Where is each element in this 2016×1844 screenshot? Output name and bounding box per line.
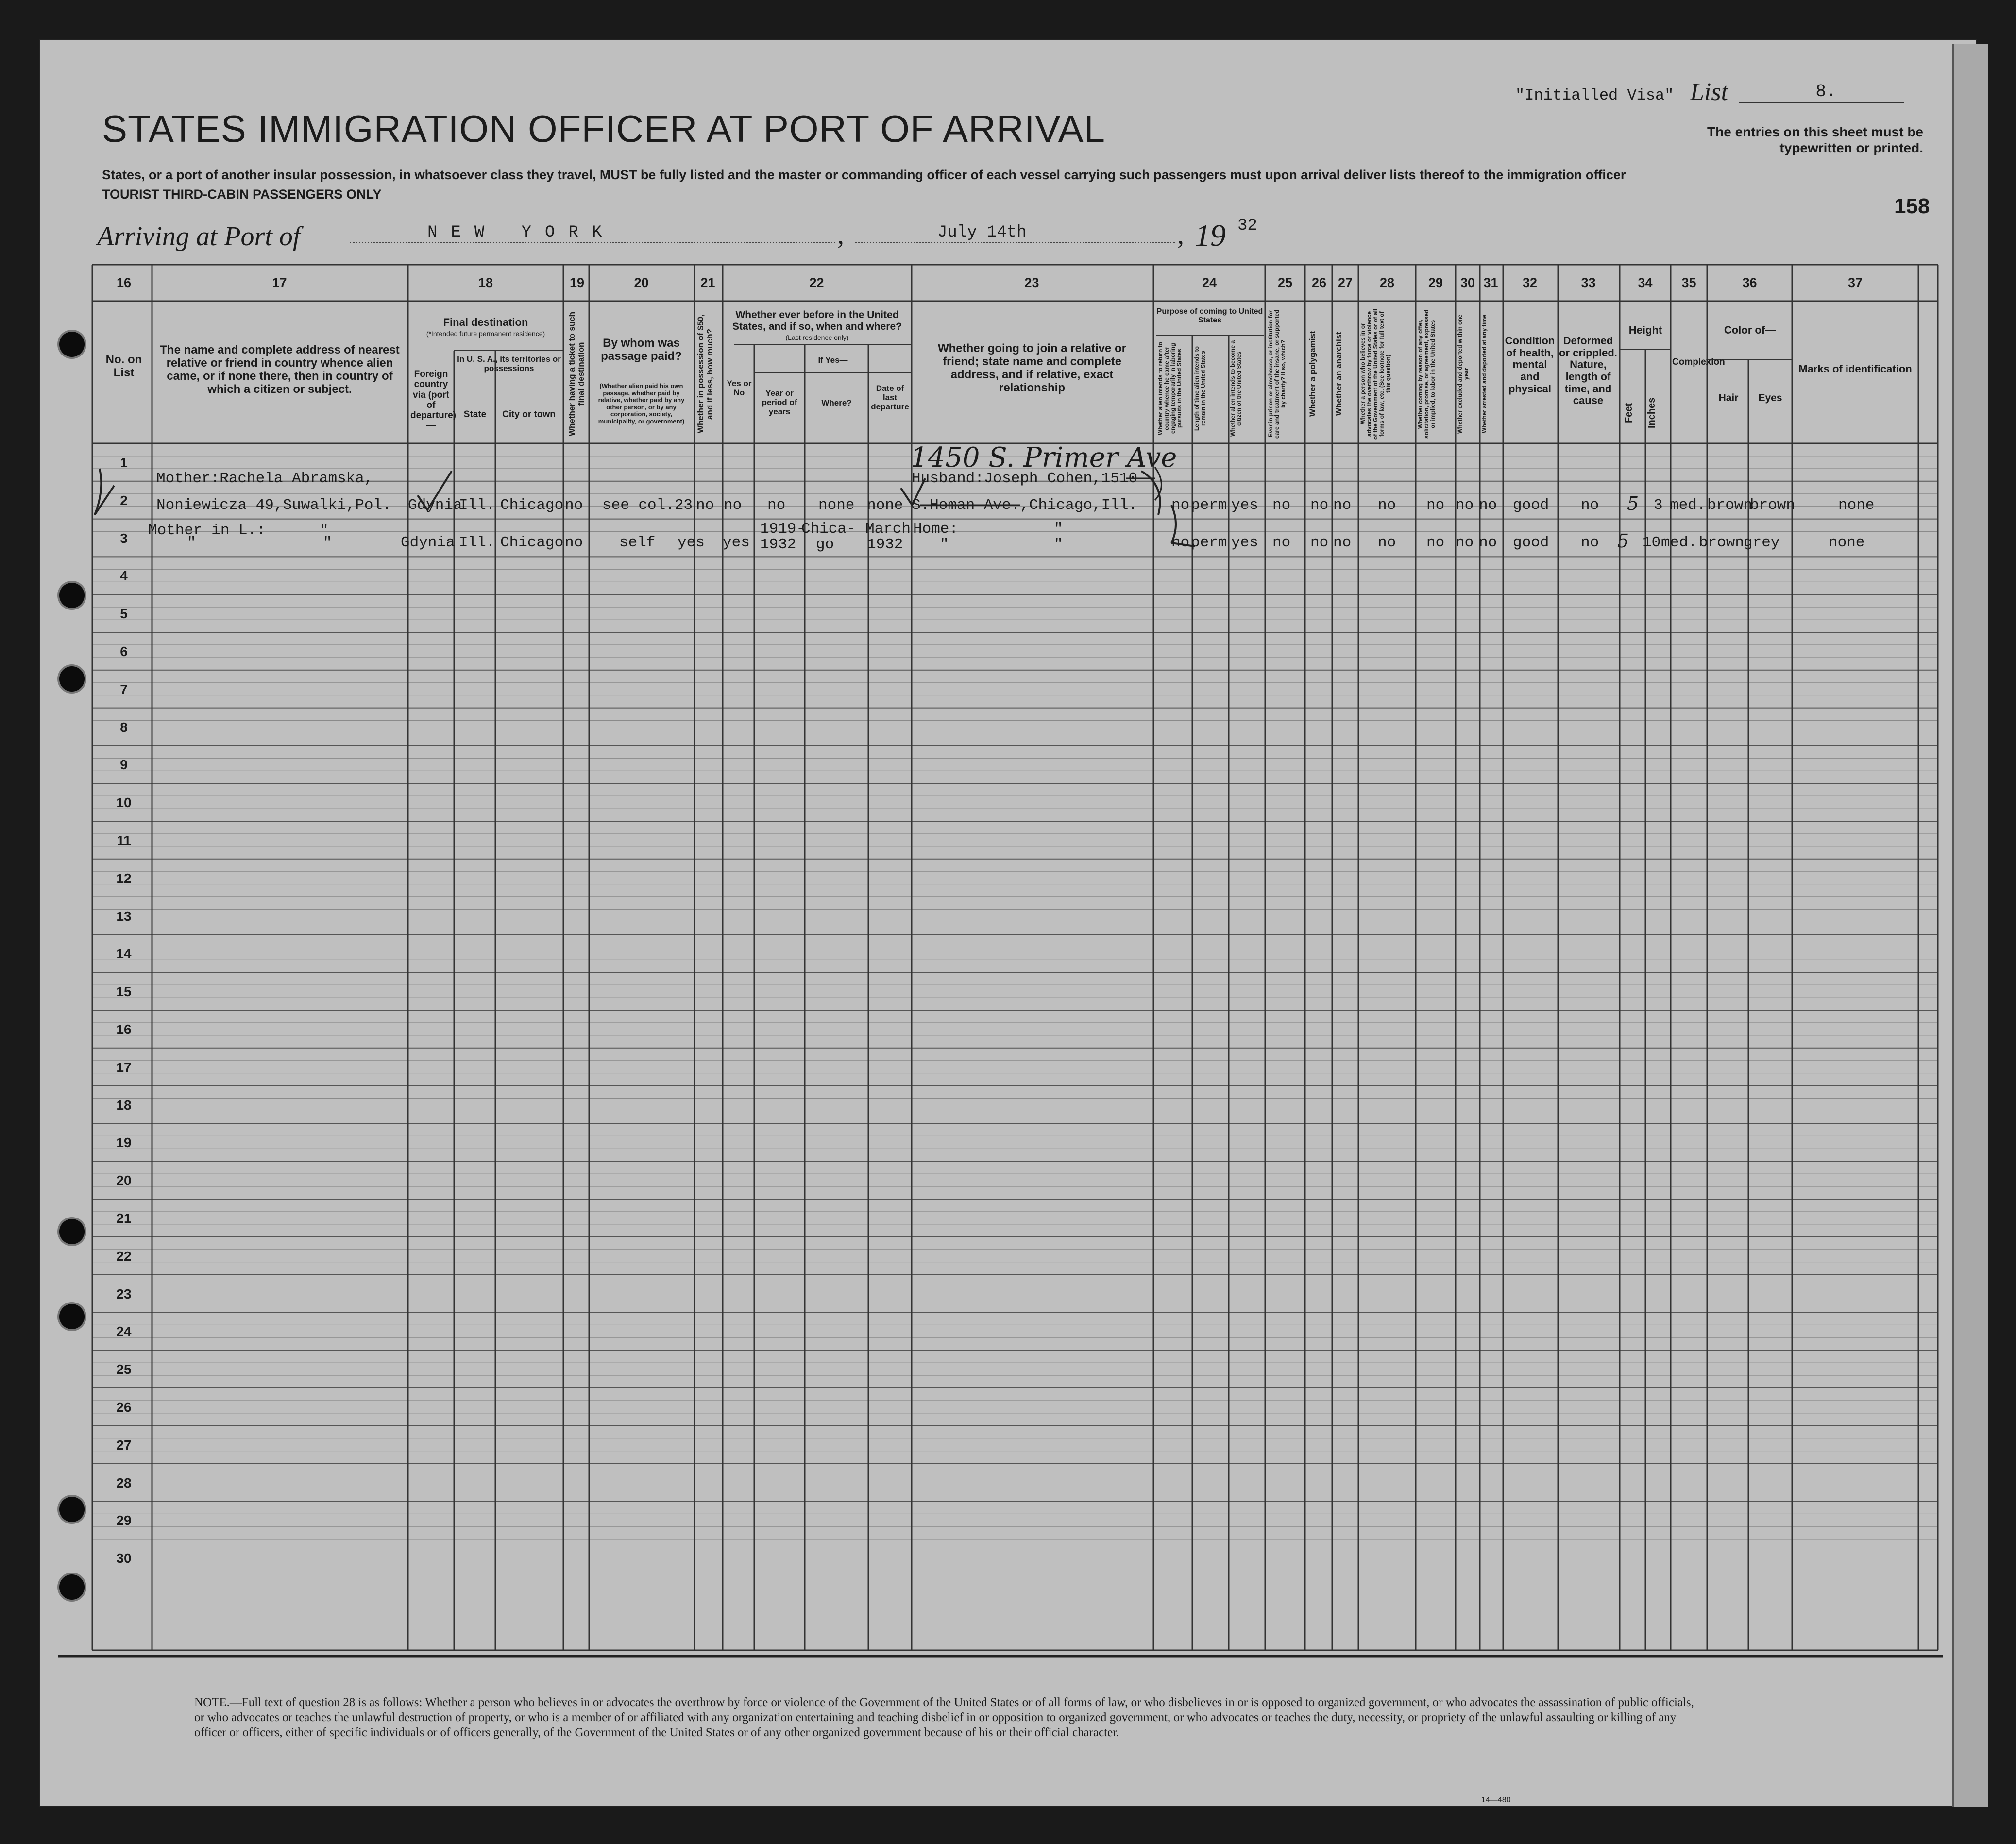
column-number: 32 xyxy=(1522,275,1538,290)
row-number: 12 xyxy=(116,870,132,886)
row1-deformed: no xyxy=(1581,497,1599,514)
row2-purpose-citizen: yes xyxy=(1231,534,1258,551)
page-number: 158 xyxy=(1894,194,1930,218)
header-excluded: Whether excluded and deported within one year xyxy=(1457,314,1470,434)
row1-foreign-port: Gdynia xyxy=(408,497,462,514)
row2-hair: brown xyxy=(1699,534,1745,551)
header-fifty-dollars: Whether in possession of $50, and if less, how much? xyxy=(696,314,714,434)
row2-complexion: med. xyxy=(1661,534,1697,551)
column-number: 29 xyxy=(1428,275,1443,290)
header-marks: Marks of identification xyxy=(1798,363,1912,375)
column-number: 33 xyxy=(1581,275,1596,290)
header-nearest-relative: The name and complete address of nearest relative or friend in country whence alien came, or if none there, then in country of which a citizen or subject. xyxy=(160,343,400,396)
row2-join-ditto: " xyxy=(1054,521,1063,538)
header-yes-no: Yes or No xyxy=(727,379,752,398)
row2-departure-line2: 1932 xyxy=(867,536,903,553)
row2-relative-ditto-b: " xyxy=(323,534,332,551)
row2-where-line2: go xyxy=(816,536,834,553)
row1-paid-by: see col.23 xyxy=(602,497,693,514)
column-number: 36 xyxy=(1742,275,1757,290)
row1-anarchist: no xyxy=(1333,497,1352,514)
visa-note: "Initialled Visa" xyxy=(1515,86,1674,104)
header-purpose-return: Whether alien intends to return to country whence he came after engaging temporarily in laboring pursuits in the United States xyxy=(1157,342,1183,436)
row-number: 16 xyxy=(116,1022,132,1037)
row1-hair: brown xyxy=(1707,497,1753,514)
header-height: Height xyxy=(1628,324,1662,336)
column-number: 34 xyxy=(1638,275,1653,290)
header-purpose-length: Length of time alien intends to remain in the United States xyxy=(1193,346,1206,431)
header-color: Color of— xyxy=(1724,324,1776,336)
row-number: 20 xyxy=(116,1173,132,1188)
column-number: 37 xyxy=(1847,275,1863,290)
row-number: 15 xyxy=(116,984,132,999)
header-ever-before: Whether ever before in the United States, and if so, when and where? xyxy=(732,309,902,332)
column-number: 25 xyxy=(1277,275,1293,290)
header-overthrow: Whether a person who believes in or advocates the overthrow by force or violence of the Government of the United States or of all forms of law, etc. (See footnote for full text of this question) xyxy=(1359,308,1391,440)
row1-complexion: med. xyxy=(1670,497,1706,514)
row-number: 6 xyxy=(120,644,128,659)
header-passage-paid: By whom was passage paid? xyxy=(601,337,682,363)
row2-city: Chicago xyxy=(500,534,564,551)
row2-year-line2: 1932 xyxy=(760,536,796,553)
column-number: 20 xyxy=(634,275,649,290)
header-final-destination-note: (*Intended future permanent residence) xyxy=(426,330,545,338)
row1-relative-line1: Mother:Rachela Abramska, xyxy=(156,470,373,487)
header-passage-paid-note: (Whether alien paid his own passage, whether paid by relative, whether paid by any other person, or by any corporation, society, municipality, or government) xyxy=(598,382,685,425)
row-number: 29 xyxy=(116,1513,132,1528)
row1-year: no xyxy=(767,497,786,514)
header-final-destination: Final destination xyxy=(443,316,528,328)
row1-inches: 3 xyxy=(1654,497,1663,514)
header-anarchist: Whether an anarchist xyxy=(1334,332,1343,416)
row1-join-line2: S.Homan Ave.,Chicago,Ill. xyxy=(912,497,1138,514)
row-number: 11 xyxy=(117,833,131,848)
row-number: 10 xyxy=(116,795,132,811)
header-inches: Inches xyxy=(1646,397,1657,428)
row2-anarchist: no xyxy=(1333,534,1352,551)
header-in-usa: In U. S. A., its territories or possessions xyxy=(457,355,561,373)
row2-polygamist: no xyxy=(1310,534,1329,551)
header-complexion: Complexion xyxy=(1672,357,1725,367)
row2-relative-ditto: " xyxy=(320,522,329,539)
column-number: 18 xyxy=(478,275,493,290)
row2-ever-before: yes xyxy=(723,534,750,551)
row2-prison: no xyxy=(1272,534,1291,551)
row2-deformed: no xyxy=(1581,534,1599,551)
year-prefix: 19 xyxy=(1195,218,1226,253)
row2-eyes: grey xyxy=(1744,534,1780,551)
column-number: 35 xyxy=(1681,275,1696,290)
row1-polygamist: no xyxy=(1310,497,1329,514)
header-deformed: Deformed or crippled. Nature, length of time, and cause xyxy=(1559,335,1617,407)
header-prison: Ever in prison or almshouse, or institution for care and treatment of the insane, or supported by charity? If so, which? xyxy=(1267,309,1287,439)
row1-relative-line2: Noniewicza 49,Suwalki,Pol. xyxy=(156,497,391,514)
port-name: NEW YORK xyxy=(427,223,616,242)
header-purpose: Purpose of coming to United States xyxy=(1156,307,1263,324)
row1-eyes: brown xyxy=(1750,497,1796,514)
header-foreign-country: Foreign country via (port of departure)— xyxy=(410,369,456,431)
header-deported: Whether arrested and deported at any time xyxy=(1481,314,1488,434)
column-number: 19 xyxy=(569,275,585,290)
row-number: 13 xyxy=(116,908,132,924)
row2-join-ditto-b: " xyxy=(1054,536,1063,553)
year-suffix: 32 xyxy=(1237,217,1257,235)
row-number: 14 xyxy=(116,946,132,962)
row1-has-50: no xyxy=(696,497,714,514)
column-number: 27 xyxy=(1338,275,1353,290)
row-number: 19 xyxy=(116,1135,132,1150)
row1-ticket: no xyxy=(565,497,583,514)
row-number: 9 xyxy=(120,757,128,773)
row-number: 21 xyxy=(116,1211,132,1226)
row2-purpose-length: perm xyxy=(1191,534,1227,551)
row2-departure-line1: March xyxy=(865,521,911,538)
row-number: 7 xyxy=(120,681,128,697)
row1-purpose-return: no xyxy=(1171,497,1190,514)
header-ticket: Whether having a ticket to such final destination xyxy=(567,312,586,436)
row-number: 5 xyxy=(120,606,128,622)
header-city: City or town xyxy=(502,409,556,420)
row1-health: good xyxy=(1513,497,1549,514)
header-polygamist: Whether a polygamist xyxy=(1308,331,1317,417)
instruction-line: States, or a port of another insular possession, in whatsoever class they travel, MUST be fully listed and the master or commanding officer of each vessel carrying such passengers must upon arrival deliver lists thereof to the immigration officer xyxy=(102,168,1626,182)
header-contract-labor: Whether coming by reason of any offer, solicitation, promise, or agreement, expressed or implied, to labor in the United States xyxy=(1417,309,1436,439)
row2-foreign-port: Gdynia xyxy=(401,534,455,551)
column-number: 24 xyxy=(1202,275,1217,290)
row1-prison: no xyxy=(1272,497,1291,514)
row-number: 23 xyxy=(116,1286,132,1302)
row1-feet: 5 xyxy=(1627,493,1639,514)
row2-inches: 10 xyxy=(1643,534,1661,551)
row1-where: none xyxy=(818,497,855,514)
row1-departure: none xyxy=(867,497,903,514)
row2-relative-ditto-a: " xyxy=(187,534,196,551)
row-number: 22 xyxy=(116,1248,132,1264)
row2-where-line1: Chica- xyxy=(801,521,856,538)
list-number: 8. xyxy=(1739,82,1904,103)
row-number: 30 xyxy=(116,1551,132,1566)
row2-deported: no xyxy=(1479,534,1497,551)
header-state: State xyxy=(463,409,487,420)
arrival-date: July 14th xyxy=(937,223,1027,242)
row2-join-ditto-a: " xyxy=(940,536,949,553)
header-date-departure: Date of last departure xyxy=(871,384,909,412)
header-no-on-list: No. on List xyxy=(105,353,142,379)
row1-ever-before: no xyxy=(724,497,742,514)
column-number: 22 xyxy=(809,275,824,290)
column-number: 23 xyxy=(1024,275,1039,290)
row2-purpose-return: no xyxy=(1171,534,1190,551)
header-ever-before-note: (Last residence only) xyxy=(785,334,849,341)
column-number: 28 xyxy=(1379,275,1395,290)
row-number: 24 xyxy=(116,1324,132,1339)
row-number: 25 xyxy=(116,1362,132,1377)
header-where: Where? xyxy=(821,398,852,407)
row1-purpose-citizen: yes xyxy=(1231,497,1258,514)
row2-has-50: yes xyxy=(678,534,705,551)
header-year: Year or period of years xyxy=(762,389,797,417)
header-eyes: Eyes xyxy=(1758,392,1782,404)
row-number: 2 xyxy=(120,492,128,508)
row1-handwritten-address: 1450 S. Primer Ave xyxy=(911,442,1177,474)
row1-purpose-length: perm xyxy=(1191,497,1227,514)
header-purpose-citizen: Whether alien intends to become a citizen of the United States xyxy=(1229,340,1242,437)
row-number: 26 xyxy=(116,1400,132,1415)
header-join-relative: Whether going to join a relative or friend; state name and complete address, and if relative, exact relationship xyxy=(937,342,1127,394)
row-number: 17 xyxy=(116,1059,132,1075)
row2-year-line1: 1919- xyxy=(760,521,806,538)
row1-city: Chicago xyxy=(500,497,564,514)
header-if-yes: If Yes— xyxy=(818,355,848,365)
row1-excluded: no xyxy=(1456,497,1474,514)
row2-relative-line1: Mother in L.: xyxy=(148,522,266,539)
row-number: 4 xyxy=(120,568,128,584)
row2-health: good xyxy=(1513,534,1549,551)
row1-contract-labor: no xyxy=(1426,497,1445,514)
row2-excluded: no xyxy=(1456,534,1474,551)
row-number: 3 xyxy=(120,530,128,546)
row2-ticket: no xyxy=(565,534,583,551)
header-feet: Feet xyxy=(1624,403,1634,423)
header-hair: Hair xyxy=(1718,392,1739,404)
row-number: 28 xyxy=(116,1475,132,1490)
form-number: 14—480 xyxy=(1481,1796,1511,1804)
row-number: 1 xyxy=(120,455,128,470)
column-number: 16 xyxy=(116,275,132,290)
row2-feet: 5 xyxy=(1617,530,1629,552)
row-number: 8 xyxy=(120,719,128,735)
row1-marks: none xyxy=(1838,497,1875,514)
page-title: STATES IMMIGRATION OFFICER AT PORT OF ARRIVAL xyxy=(102,107,1106,150)
row2-paid-by: self xyxy=(619,534,656,551)
row1-deported: no xyxy=(1479,497,1497,514)
row2-overthrow: no xyxy=(1378,534,1396,551)
entries-note: The entries on this sheet must be typewritten or printed. xyxy=(1707,124,1923,155)
column-number: 30 xyxy=(1460,275,1475,290)
row2-join-line1: Home: xyxy=(913,521,959,538)
row2-marks: none xyxy=(1829,534,1865,551)
header-health: Condition of health, mental and physical xyxy=(1505,335,1555,395)
arriving-label: Arriving at Port of xyxy=(97,221,301,252)
column-number: 17 xyxy=(272,275,287,290)
row1-overthrow: no xyxy=(1378,497,1396,514)
column-number: 26 xyxy=(1311,275,1327,290)
column-number: 21 xyxy=(700,275,715,290)
passenger-class: TOURIST THIRD-CABIN PASSENGERS ONLY xyxy=(102,187,382,202)
row-number: 27 xyxy=(116,1437,132,1453)
column-number: 31 xyxy=(1483,275,1498,290)
row-number: 18 xyxy=(116,1097,132,1113)
row2-state: Ill. xyxy=(459,534,495,551)
separator: , xyxy=(837,220,844,250)
row1-join-line1: Husband:Joseph Cohen,1510 xyxy=(912,470,1138,487)
separator: , xyxy=(1177,220,1184,250)
row1-state: Ill. xyxy=(459,497,495,514)
list-label: List xyxy=(1690,78,1728,106)
footnote: NOTE.—Full text of question 28 is as follows: Whether a person who believes in or advocates the overthrow by force or violence of the Government of the United States or of all forms of law, or who disbelieves in or is opposed to organized government, or who advocates the assassination of public officials, or who advocates or teaches the unlawful destruction of property, or who is a member of or affiliated with any organization entertaining and teaching disbelief in or opposition to organized government, or who advocates or teaches the duty, necessity, or propriety of the unlawful assaulting or killing of any officer or officers, either of specific individuals or of officers generally, of the Government of the United States or of any other organized government because of his or their official character. xyxy=(194,1696,1694,1739)
row2-contract-labor: no xyxy=(1426,534,1445,551)
